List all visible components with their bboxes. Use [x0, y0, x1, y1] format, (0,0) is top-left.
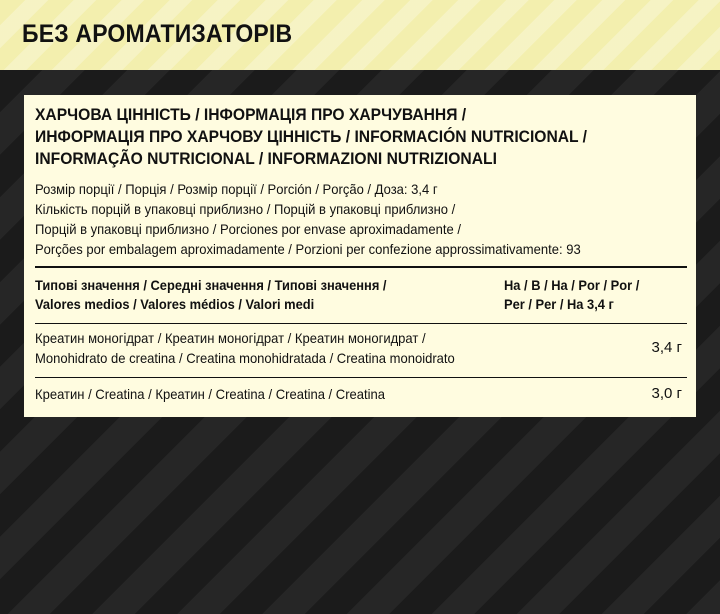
flavor-banner — [0, 0, 720, 70]
serving-info-line: Porções por embalagem aproximadamente / Porzioni per confezione approssimativamente: 93 — [35, 241, 581, 257]
table-header-left-line: Valores medios / Valores médios / Valori medi — [35, 296, 315, 312]
nutrition-heading-line: INFORMAÇÃO NUTRICIONAL / INFORMAZIONI NUTRIZIONALI — [35, 149, 497, 168]
table-row-divider — [35, 377, 687, 378]
table-header-left — [35, 276, 505, 314]
table-header-right-line: Per / Per / На 3,4 г — [504, 296, 614, 312]
serving-info-line: Кількість порцій в упаковці приблизно / Порцій в упаковці приблизно / — [35, 201, 456, 217]
serving-info — [35, 179, 690, 259]
serving-info-line: Розмір порції / Порція / Розмір порції / Porción / Porção / Доза: 3,4 г — [35, 181, 438, 197]
nutrition-heading-line: ХАРЧОВА ЦІННІСТЬ / ІНФОРМАЦІЯ ПРО ХАРЧУВАННЯ / — [35, 105, 467, 124]
table-header-left-line: Типові значення / Середні значення / Типові значення / — [35, 277, 387, 293]
nutrition-heading-line: ИНФОРМАЦІЯ ПРО ХАРЧОВУ ЦІННІСТЬ / INFORMACIÓN NUTRICIONAL / — [35, 127, 588, 146]
table-row-label — [35, 328, 595, 368]
table-top-divider — [35, 266, 687, 268]
table-row-divider — [35, 323, 687, 324]
serving-info-line: Порцій в упаковці приблизно / Porciones por envase aproximadamente / — [35, 221, 461, 237]
table-header-right-line: На / В / На / Por / Por / — [504, 277, 640, 293]
table-header-right — [504, 276, 684, 314]
nutrition-heading — [35, 104, 690, 170]
table-row-value: 3,4 г — [651, 339, 682, 356]
table-row-label: Креатин / Creatina / Креатин / Creatina / Creatina / Creatina — [35, 386, 386, 402]
table-row-value: 3,0 г — [651, 385, 682, 402]
table-row-label-line: Креатин моногідрат / Креатин моногідрат / Креатин моногидрат / — [35, 330, 426, 346]
nutrition-panel — [24, 95, 696, 417]
table-row-label-line: Monohidrato de creatina / Creatina monohidratada / Creatina monoidrato — [35, 350, 455, 366]
flavor-banner-title: БЕЗ АРОМАТИЗАТОРІВ — [22, 20, 293, 48]
